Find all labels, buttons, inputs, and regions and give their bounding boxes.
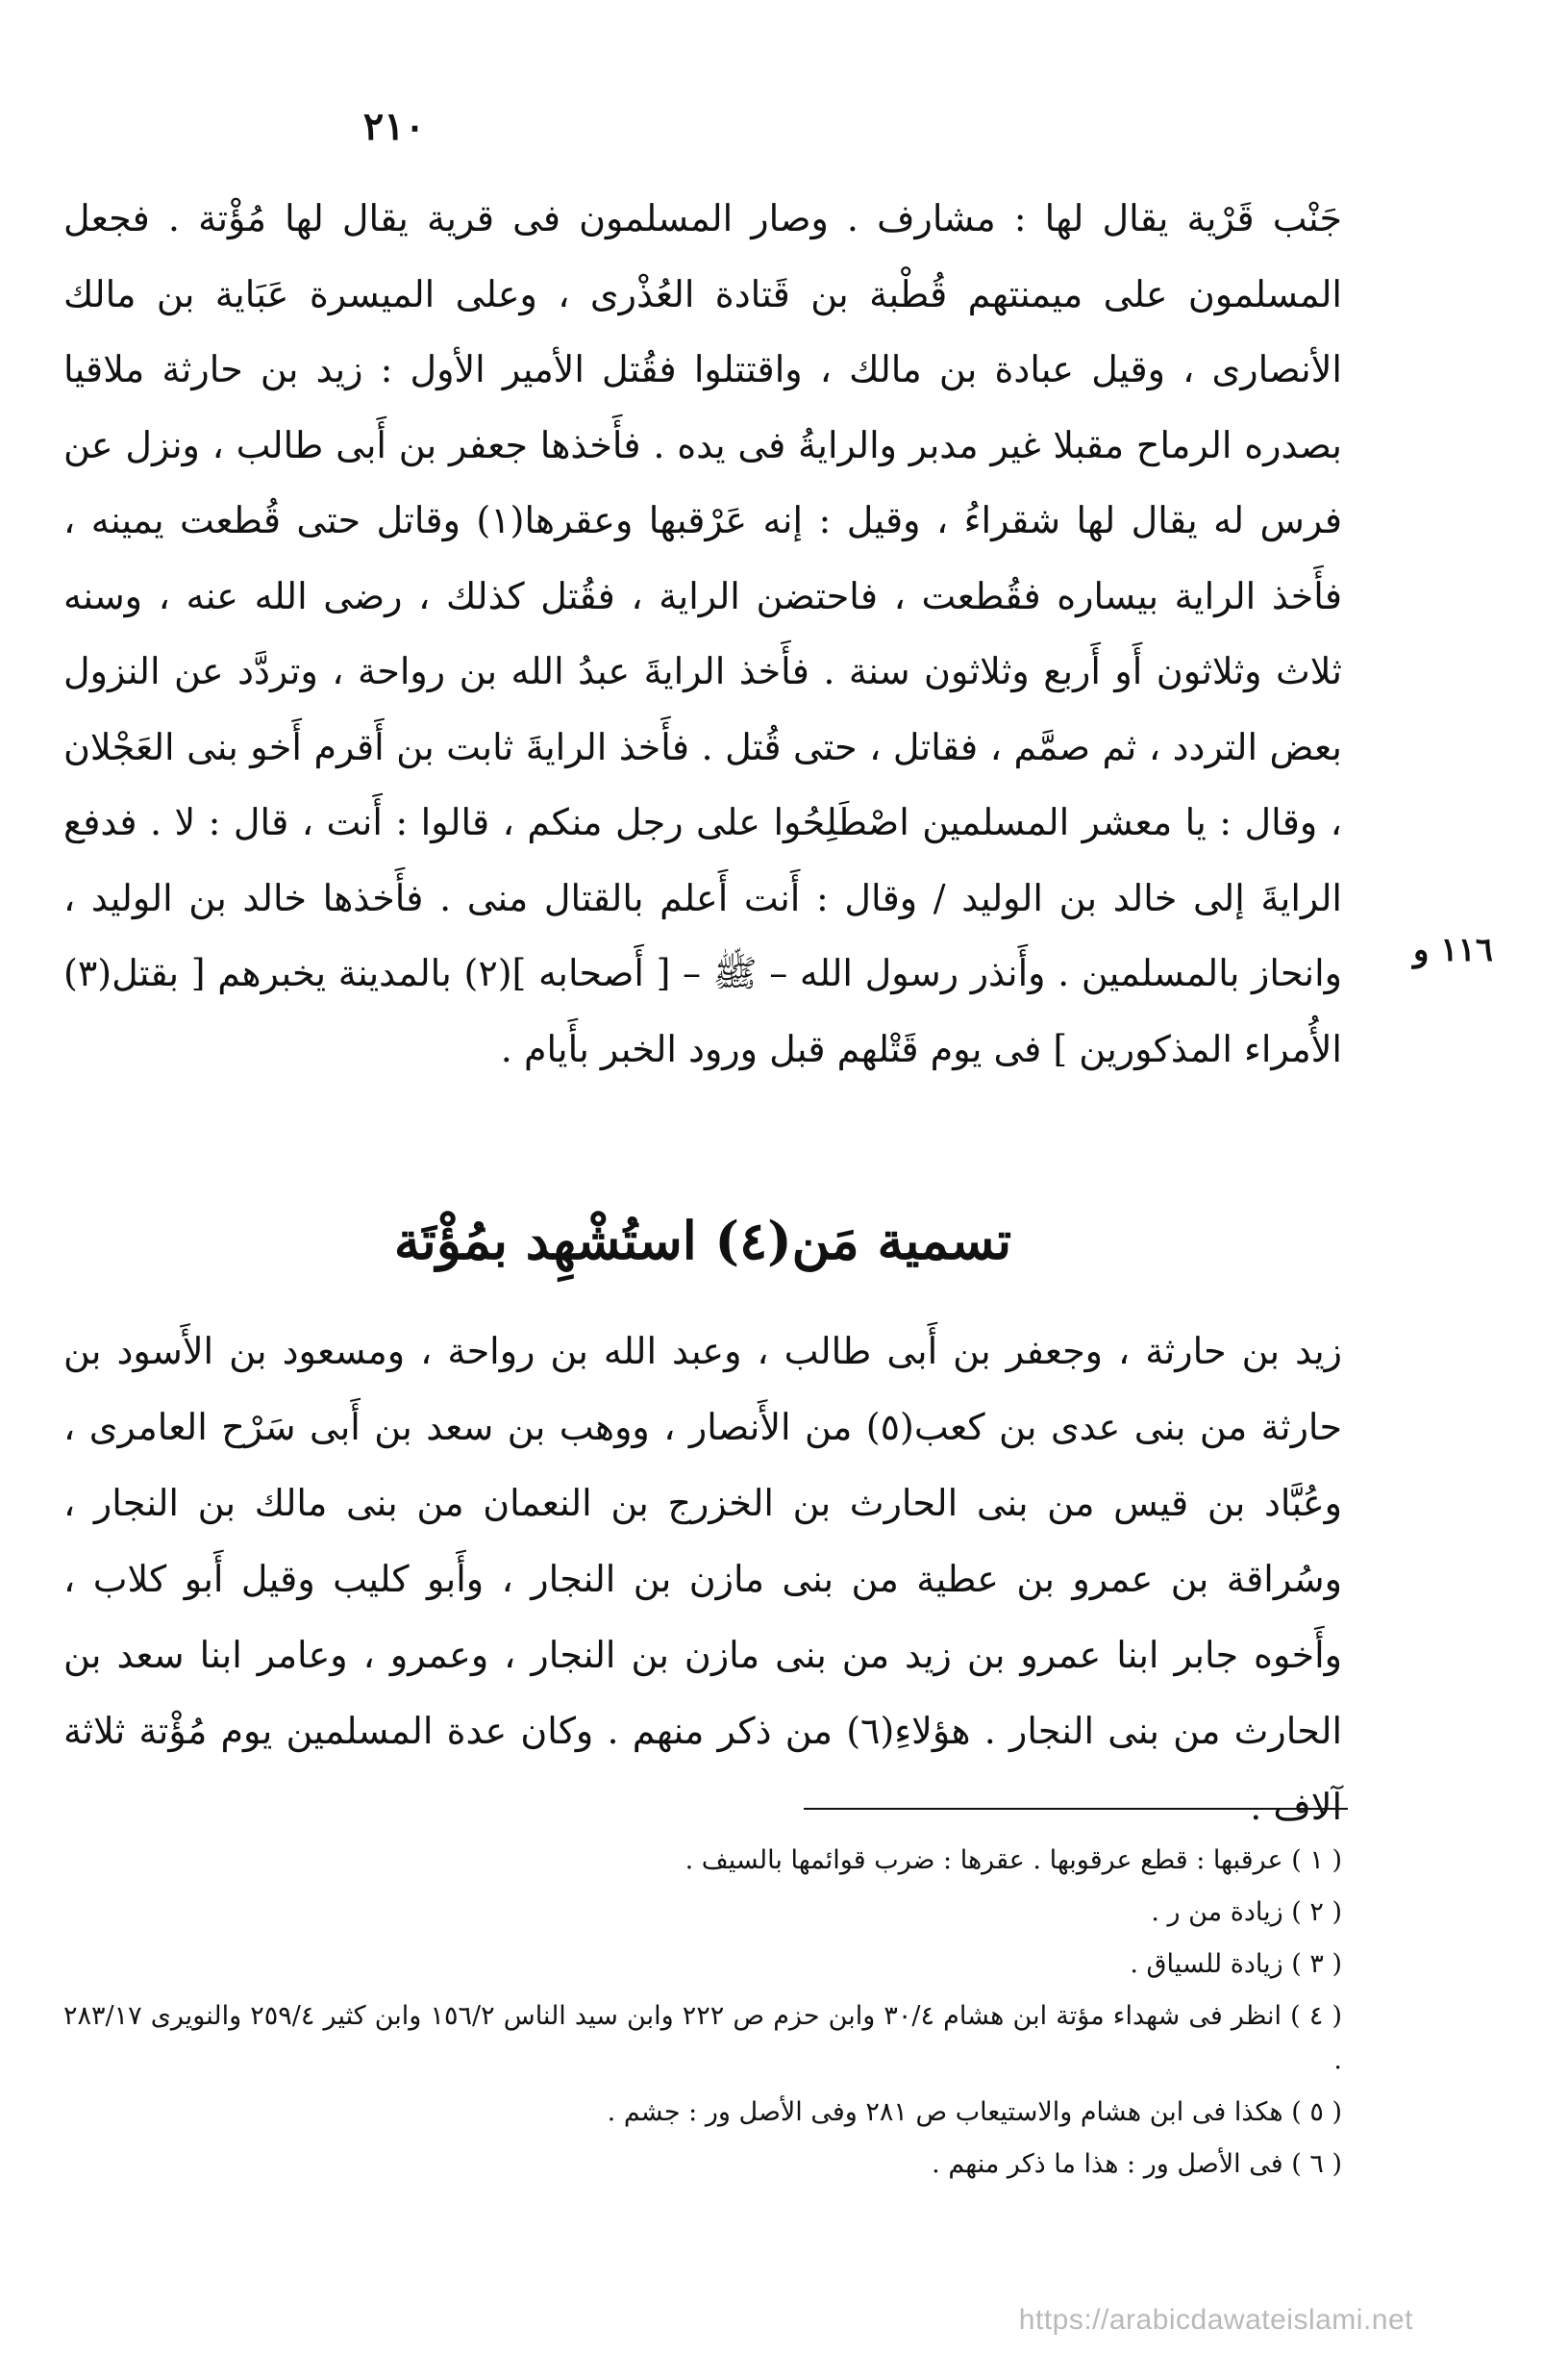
section-heading: تسمية مَن(٤) استُشْهِد بمُؤْتَة — [393, 1210, 1012, 1271]
footnote-3: ( ٣ ) زيادة للسياق . — [1130, 1949, 1342, 1979]
footnotes-list — [63, 1839, 1342, 2194]
footnote-1: ( ١ ) عرقبها : قطع عرقوبها . عقرها : ضرب قوائمها بالسيف . — [684, 1845, 1342, 1875]
margin-folio-note: ١١٦ و — [1413, 931, 1494, 969]
footnote-2: ( ٢ ) زيادة من ر . — [1151, 1897, 1342, 1927]
footnote-5: ( ٥ ) هكذا فى ابن هشام والاستيعاب ص ٢٨١ وفى الأصل ور : جشم . — [607, 2097, 1342, 2127]
footnote-6: ( ٦ ) فى الأصل ور : هذا ما ذكر منهم . — [932, 2149, 1342, 2179]
body-paragraph: جَنْب قَرْية يقال لها : مشارف . وصار المسلمون فى قرية يقال لها مُؤْتة . فجعل المسلمون على ميمنتهم قُطْبة بن قَتادة العُذْرى ، وعلى الميسرة عَبَاية بن مالك الأنصارى ، وقيل عبادة بن مالك ، واقتتلوا فقُتل الأمير الأول : زيد بن حارثة ملاقيا بصدره الرماح مقبلا غير مدبر والرايةُ فى يده . فأَخذها جعفر بن أَبى طالب ، ونزل عن فرس له يقال لها شقراءُ ، وقيل : إنه عَرْقبها وعقرها(١) وقاتل حتى قُطعت يمينه ، فأَخذ الراية بيساره فقُطعت ، فاحتضن الراية ، فقُتل كذلك ، رضى الله عنه ، وسنه ثلاث وثلاثون أَو أَربع وثلاثون سنة . فأَخذ الرايةَ عبدُ الله بن رواحة ، وتردَّد عن النزول بعض التردد ، ثم صمَّم ، فقاتل ، حتى قُتل . فأَخذ الرايةَ ثابت بن أَقرم أَخو بنى العَجْلان ، وقال : يا معشر المسلمين اصْطَلِحُوا على رجل منكم ، قالوا : أَنت ، قال : لا . فدفع الرايةَ إلى خالد بن الوليد / وقال : أَنت أَعلم بالقتال منى . فأَخذها خالد بن الوليد ، وانحاز بالمسلمين . وأَنذر رسول الله – ﷺ – [ أَصحابه ](٢) بالمدينة يخبرهم [ بقتل(٣) الأُمراء المذكورين ] فى يوم قَتْلهم قبل ورود الخبر بأَيام . — [63, 197, 1342, 1070]
section-paragraph: زيد بن حارثة ، وجعفر بن أَبى طالب ، وعبد الله بن رواحة ، ومسعود بن الأَسود بن حارثة من بنى عدى بن كعب(٥) من الأَنصار ، ووهب بن سعد بن أَبى سَرْح العامرى ، وعُبَّاد بن قيس من بنى الحارث بن الخزرج بن النعمان من بنى مالك بن النجار ، وسُراقة بن عمرو بن عطية من بنى مازن بن النجار ، وأَبو كليب وقيل أَبو كلاب ، وأَخوه جابر ابنا عمرو بن زيد من بنى مازن بن النجار ، وعمرو ، وعامر ابنا سعد بن الحارث من بنى النجار . هؤلاءِ(٦) من ذكر منهم . وكان عدة المسلمين يوم مُؤْتة ثلاثة آلاف . — [63, 1330, 1342, 1828]
footnote-rule — [804, 1808, 1348, 1810]
page-number: ٢١٠ — [362, 104, 426, 149]
footnote-4: ( ٤ ) انظر فى شهداء مؤتة ابن هشام ٣٠/٤ وابن حزم ص ٢٢٢ وابن سيد الناس ١٥٦/٢ وابن كثير ٢٥٩/٤ والنويرى ٢٨٣/١٧ . — [63, 2001, 1343, 2075]
site-watermark: https://arabicdawateislami.net — [1018, 2304, 1413, 2336]
